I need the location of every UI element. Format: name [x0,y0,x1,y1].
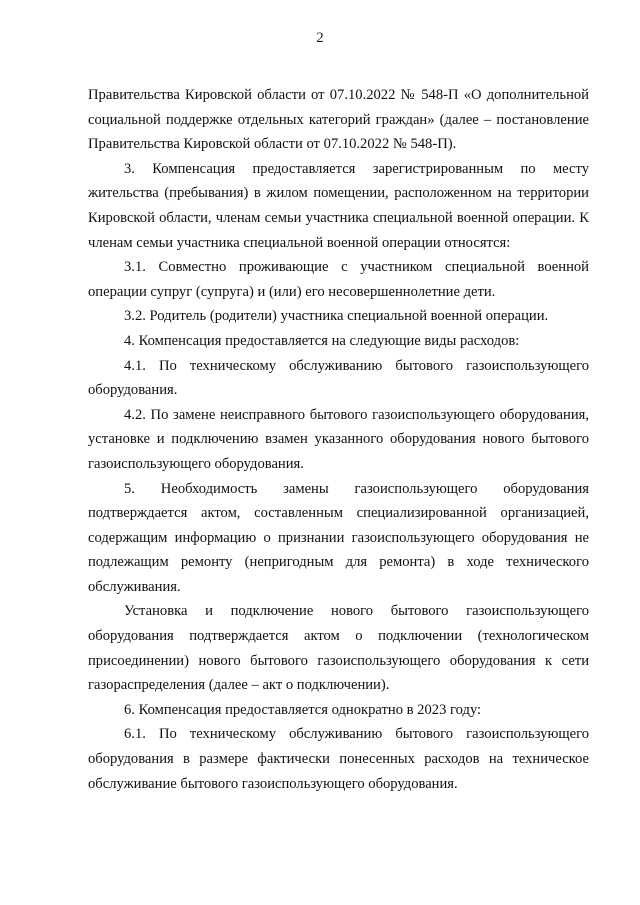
paragraph-6-one-time: 6. Компенсация предоставляется однократно в 2023 году: [124,701,482,718]
page-number: 2 [316,30,324,46]
paragraph-4-2-replacement: 4.2. По замене неисправного бытового газоиспользующего оборудования, установке и подключению взамен указанного оборудования нового бытового газоиспользующего оборудования. [88,406,589,472]
paragraph-4-expense-types: 4. Компенсация предоставляется на следующие виды расходов: [124,332,520,349]
paragraph-4-1-maintenance: 4.1. По техническому обслуживанию бытового газоиспользующего оборудования. [88,357,589,399]
paragraph-6-1-maintenance-amount: 6.1. По техническому обслуживанию бытового газоиспользующего оборудования в размере фактически понесенных расходов на техническое обслуживание бытового газоиспользующего оборудования. [88,726,589,792]
paragraph-3-1-spouse-children: 3.1. Совместно проживающие с участником специальной военной операции супруг (супруга) и (или) его несовершеннолетние дети. [88,259,589,300]
paragraph-3-2-parents: 3.2. Родитель (родители) участника специальной военной операции. [124,308,549,325]
paragraph-decree-reference: Правительства Кировской области от 07.10.2022 № 548-П «О дополнительной социальной поддержке отдельных категорий граждан» (далее – постановление Правительства Кировской области от 07.10.2022 № 548-П). [88,87,589,153]
paragraph-5-connection-act: Установка и подключение нового бытового газоиспользующего оборудования подтверждается актом о подключении (технологическом присоединении) нового бытового газоиспользующего оборудования к сети газораспределения (далее – акт о подключении). [88,603,589,694]
document-body [88,83,589,796]
paragraph-3-recipients: 3. Компенсация предоставляется зарегистрированным по месту жительства (пребывания) в жилом помещении, расположенном на территории Кировской области, членам семьи участника специальной военной операции. К членам семьи участника специальной военной операции относятся: [88,160,589,251]
paragraph-5-replacement-act: 5. Необходимость замены газоиспользующего оборудования подтверждается актом, составленным специализированной организацией, содержащим информацию о признании газоиспользующего оборудования не подлежащим ремонту (непригодным для ремонта) в ходе технического обслуживания. [88,480,589,595]
